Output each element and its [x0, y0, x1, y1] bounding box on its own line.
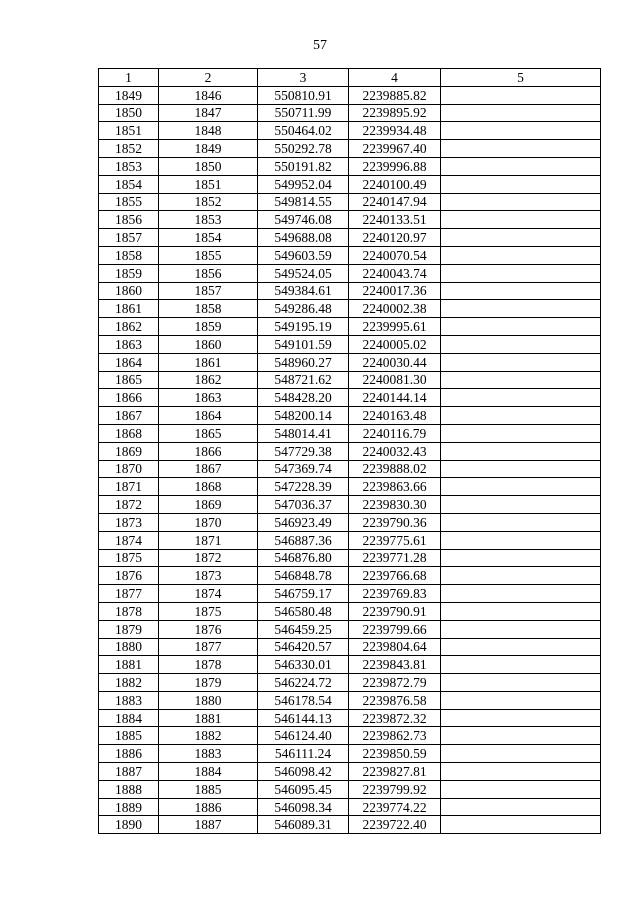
table-header-row: [99, 69, 601, 87]
table-cell: 2239995.61: [349, 318, 441, 336]
table-cell: 548721.62: [258, 371, 349, 389]
table-cell: 2239872.32: [349, 709, 441, 727]
table-cell: [441, 780, 601, 798]
table-cell: [441, 193, 601, 211]
table-cell: 549524.05: [258, 264, 349, 282]
table-cell: 1852: [159, 193, 258, 211]
table-cell: 2239766.68: [349, 567, 441, 585]
table-cell: 548428.20: [258, 389, 349, 407]
page-number: 57: [313, 38, 327, 53]
table-cell: 549384.61: [258, 282, 349, 300]
table-cell: 1874: [99, 531, 159, 549]
table-cell: 1856: [159, 264, 258, 282]
table-cell: [441, 638, 601, 656]
table-cell: 2239888.02: [349, 460, 441, 478]
table-cell: [441, 86, 601, 104]
table-cell: 1888: [99, 780, 159, 798]
table-cell: [441, 620, 601, 638]
table-cell: 1886: [159, 798, 258, 816]
table-cell: 546459.25: [258, 620, 349, 638]
table-row: [99, 300, 601, 318]
table-cell: 549101.59: [258, 335, 349, 353]
table-cell: 1883: [99, 691, 159, 709]
table-cell: 1860: [159, 335, 258, 353]
table-cell: 546580.48: [258, 602, 349, 620]
table-cell: 2240147.94: [349, 193, 441, 211]
table-cell: 1859: [159, 318, 258, 336]
table-cell: 546089.31: [258, 816, 349, 834]
table-cell: 1867: [159, 460, 258, 478]
table-cell: [441, 656, 601, 674]
table-cell: 1873: [99, 513, 159, 531]
table-cell: 1871: [99, 478, 159, 496]
table-cell: [441, 389, 601, 407]
table-row: [99, 229, 601, 247]
table-cell: 1875: [159, 602, 258, 620]
table-cell: [441, 335, 601, 353]
table-cell: 1884: [99, 709, 159, 727]
table-row: [99, 567, 601, 585]
table-cell: 1876: [99, 567, 159, 585]
table-cell: 548014.41: [258, 424, 349, 442]
table-cell: 2240081.30: [349, 371, 441, 389]
table-row: [99, 585, 601, 603]
column-header: 3: [258, 69, 349, 87]
table-cell: 2239863.66: [349, 478, 441, 496]
table-cell: 1866: [99, 389, 159, 407]
table-cell: 2240070.54: [349, 246, 441, 264]
table-row: [99, 371, 601, 389]
table-row: [99, 496, 601, 514]
table-cell: 546095.45: [258, 780, 349, 798]
table-cell: [441, 282, 601, 300]
table-cell: 546923.49: [258, 513, 349, 531]
table-row: [99, 122, 601, 140]
table-cell: 1872: [99, 496, 159, 514]
column-header: 2: [159, 69, 258, 87]
table-cell: 1869: [159, 496, 258, 514]
table-cell: 1851: [99, 122, 159, 140]
table-cell: 2239830.30: [349, 496, 441, 514]
table-cell: 1883: [159, 745, 258, 763]
table-cell: 1856: [99, 211, 159, 229]
table-cell: 1885: [159, 780, 258, 798]
table-cell: 1889: [99, 798, 159, 816]
table-cell: 1880: [99, 638, 159, 656]
table-cell: [441, 175, 601, 193]
table-cell: 1882: [159, 727, 258, 745]
table-cell: 2239790.91: [349, 602, 441, 620]
table-cell: 2239790.36: [349, 513, 441, 531]
table-cell: 1876: [159, 620, 258, 638]
table-cell: 1886: [99, 745, 159, 763]
table-cell: 1873: [159, 567, 258, 585]
table-cell: 2239862.73: [349, 727, 441, 745]
table-cell: 546124.40: [258, 727, 349, 745]
table-cell: 1864: [99, 353, 159, 371]
table-cell: 546111.24: [258, 745, 349, 763]
table-cell: 549195.19: [258, 318, 349, 336]
table-cell: [441, 567, 601, 585]
table-cell: 1858: [159, 300, 258, 318]
table-cell: 546759.17: [258, 585, 349, 603]
table-cell: 546144.13: [258, 709, 349, 727]
table-cell: 2239774.22: [349, 798, 441, 816]
table-cell: 1877: [99, 585, 159, 603]
table-cell: 1865: [99, 371, 159, 389]
table-row: [99, 709, 601, 727]
table-row: [99, 745, 601, 763]
table-row: [99, 674, 601, 692]
table-cell: 1863: [99, 335, 159, 353]
table-cell: 1881: [99, 656, 159, 674]
table-cell: [441, 478, 601, 496]
table-cell: 1868: [99, 424, 159, 442]
table-cell: 1862: [159, 371, 258, 389]
table-cell: [441, 122, 601, 140]
table-cell: 1867: [99, 407, 159, 425]
table-cell: 1880: [159, 691, 258, 709]
table-cell: 1870: [99, 460, 159, 478]
table-cell: 2239799.92: [349, 780, 441, 798]
table-cell: [441, 264, 601, 282]
table-cell: 547036.37: [258, 496, 349, 514]
table-cell: 546420.57: [258, 638, 349, 656]
column-header: 1: [99, 69, 159, 87]
table-cell: 1863: [159, 389, 258, 407]
table-cell: [441, 585, 601, 603]
table-row: [99, 460, 601, 478]
coordinates-table: [98, 68, 601, 834]
table-cell: 2239895.92: [349, 104, 441, 122]
table-cell: [441, 709, 601, 727]
table-cell: 1853: [99, 157, 159, 175]
table-cell: 546330.01: [258, 656, 349, 674]
table-cell: 550464.02: [258, 122, 349, 140]
table-cell: [441, 318, 601, 336]
table-cell: 1852: [99, 140, 159, 158]
table-cell: 1878: [159, 656, 258, 674]
table-cell: 549688.08: [258, 229, 349, 247]
table-cell: 1855: [99, 193, 159, 211]
table-row: [99, 335, 601, 353]
table-cell: 550191.82: [258, 157, 349, 175]
table-cell: 2239996.88: [349, 157, 441, 175]
table-cell: 2240017.36: [349, 282, 441, 300]
table-cell: 1850: [99, 104, 159, 122]
table-row: [99, 157, 601, 175]
table-cell: 1853: [159, 211, 258, 229]
table-cell: 549286.48: [258, 300, 349, 318]
table-row: [99, 104, 601, 122]
table-cell: 549814.55: [258, 193, 349, 211]
table-cell: 1860: [99, 282, 159, 300]
table-cell: [441, 727, 601, 745]
table-cell: [441, 531, 601, 549]
table-cell: 2239775.61: [349, 531, 441, 549]
table-cell: 549603.59: [258, 246, 349, 264]
table-cell: 1872: [159, 549, 258, 567]
table-cell: [441, 300, 601, 318]
table-row: [99, 442, 601, 460]
table-row: [99, 602, 601, 620]
table-row: [99, 193, 601, 211]
table-cell: 1854: [159, 229, 258, 247]
table-row: [99, 407, 601, 425]
table-row: [99, 211, 601, 229]
table-cell: [441, 763, 601, 781]
table-cell: 1887: [99, 763, 159, 781]
table-cell: 2239876.58: [349, 691, 441, 709]
table-cell: 2240163.48: [349, 407, 441, 425]
table-row: [99, 638, 601, 656]
table-row: [99, 620, 601, 638]
table-cell: 546848.78: [258, 567, 349, 585]
table-row: [99, 140, 601, 158]
table-cell: 546098.42: [258, 763, 349, 781]
table-cell: [441, 674, 601, 692]
table-cell: 1851: [159, 175, 258, 193]
table-cell: 546876.80: [258, 549, 349, 567]
table-cell: 548200.14: [258, 407, 349, 425]
table-cell: 1864: [159, 407, 258, 425]
table-cell: 2240120.97: [349, 229, 441, 247]
table-cell: 550810.91: [258, 86, 349, 104]
table-cell: 546224.72: [258, 674, 349, 692]
table-cell: 1881: [159, 709, 258, 727]
table-cell: 548960.27: [258, 353, 349, 371]
table-cell: [441, 371, 601, 389]
column-header: 4: [349, 69, 441, 87]
table-cell: 1882: [99, 674, 159, 692]
table-cell: 1875: [99, 549, 159, 567]
table-cell: 2239769.83: [349, 585, 441, 603]
table-cell: 2239827.81: [349, 763, 441, 781]
table-cell: 549952.04: [258, 175, 349, 193]
table-cell: [441, 602, 601, 620]
table-cell: 1879: [99, 620, 159, 638]
table-cell: 547228.39: [258, 478, 349, 496]
table-cell: [441, 549, 601, 567]
table-cell: 1847: [159, 104, 258, 122]
table-cell: 1849: [159, 140, 258, 158]
table-cell: [441, 424, 601, 442]
table-row: [99, 549, 601, 567]
table-cell: 1855: [159, 246, 258, 264]
table-cell: 1884: [159, 763, 258, 781]
table-cell: 2240002.38: [349, 300, 441, 318]
table-cell: 2240030.44: [349, 353, 441, 371]
table-cell: 2239934.48: [349, 122, 441, 140]
table-cell: 2240100.49: [349, 175, 441, 193]
table-cell: [441, 442, 601, 460]
table-cell: 546887.36: [258, 531, 349, 549]
table-cell: 1869: [99, 442, 159, 460]
table-cell: 1850: [159, 157, 258, 175]
table-cell: 2240133.51: [349, 211, 441, 229]
table-cell: 2239843.81: [349, 656, 441, 674]
table-cell: [441, 798, 601, 816]
table-cell: 1859: [99, 264, 159, 282]
table-row: [99, 691, 601, 709]
table-cell: [441, 496, 601, 514]
table-cell: 1862: [99, 318, 159, 336]
table-cell: 1861: [99, 300, 159, 318]
table-cell: 2240144.14: [349, 389, 441, 407]
table-row: [99, 531, 601, 549]
table-row: [99, 318, 601, 336]
table-cell: 2240032.43: [349, 442, 441, 460]
table-row: [99, 780, 601, 798]
table-cell: 550292.78: [258, 140, 349, 158]
table-cell: 1890: [99, 816, 159, 834]
table-row: [99, 513, 601, 531]
table-row: [99, 86, 601, 104]
table-cell: 2239771.28: [349, 549, 441, 567]
table-row: [99, 246, 601, 264]
table-row: [99, 798, 601, 816]
table-cell: [441, 211, 601, 229]
table-cell: 1848: [159, 122, 258, 140]
table-cell: 1849: [99, 86, 159, 104]
table-cell: 1879: [159, 674, 258, 692]
column-header: 5: [441, 69, 601, 87]
table-cell: 547729.38: [258, 442, 349, 460]
table-row: [99, 175, 601, 193]
table-cell: 1878: [99, 602, 159, 620]
table-cell: 2239722.40: [349, 816, 441, 834]
table-cell: 2239799.66: [349, 620, 441, 638]
table-cell: 1865: [159, 424, 258, 442]
table-cell: [441, 104, 601, 122]
table-cell: 1885: [99, 727, 159, 745]
table-cell: 1854: [99, 175, 159, 193]
table-row: [99, 424, 601, 442]
table-cell: [441, 407, 601, 425]
table-cell: 1866: [159, 442, 258, 460]
table-cell: [441, 460, 601, 478]
table-cell: [441, 353, 601, 371]
table-cell: 2239967.40: [349, 140, 441, 158]
table-row: [99, 763, 601, 781]
table-cell: 1857: [159, 282, 258, 300]
table-cell: 550711.99: [258, 104, 349, 122]
table-cell: 1874: [159, 585, 258, 603]
table-cell: 2239872.79: [349, 674, 441, 692]
table-cell: [441, 246, 601, 264]
table-cell: 1871: [159, 531, 258, 549]
table-cell: 549746.08: [258, 211, 349, 229]
table-row: [99, 389, 601, 407]
table-row: [99, 353, 601, 371]
table-cell: 2239885.82: [349, 86, 441, 104]
table-cell: 2240043.74: [349, 264, 441, 282]
table-row: [99, 727, 601, 745]
table-cell: 1861: [159, 353, 258, 371]
table-row: [99, 282, 601, 300]
table-cell: [441, 691, 601, 709]
table-cell: 1857: [99, 229, 159, 247]
table-cell: 1887: [159, 816, 258, 834]
table-cell: 1846: [159, 86, 258, 104]
table-cell: 2239804.64: [349, 638, 441, 656]
table-cell: 546178.54: [258, 691, 349, 709]
table-cell: [441, 816, 601, 834]
table-cell: 2240116.79: [349, 424, 441, 442]
table-cell: 1868: [159, 478, 258, 496]
table-cell: [441, 157, 601, 175]
table-body: [99, 86, 601, 833]
table-row: [99, 816, 601, 834]
table-cell: 547369.74: [258, 460, 349, 478]
table-cell: 2240005.02: [349, 335, 441, 353]
table-row: [99, 656, 601, 674]
table-cell: 1858: [99, 246, 159, 264]
table-cell: 1870: [159, 513, 258, 531]
table-cell: [441, 745, 601, 763]
table-cell: 546098.34: [258, 798, 349, 816]
table-row: [99, 264, 601, 282]
table-row: [99, 478, 601, 496]
table-cell: 1877: [159, 638, 258, 656]
table-cell: 2239850.59: [349, 745, 441, 763]
table-cell: [441, 229, 601, 247]
table-cell: [441, 140, 601, 158]
table-cell: [441, 513, 601, 531]
